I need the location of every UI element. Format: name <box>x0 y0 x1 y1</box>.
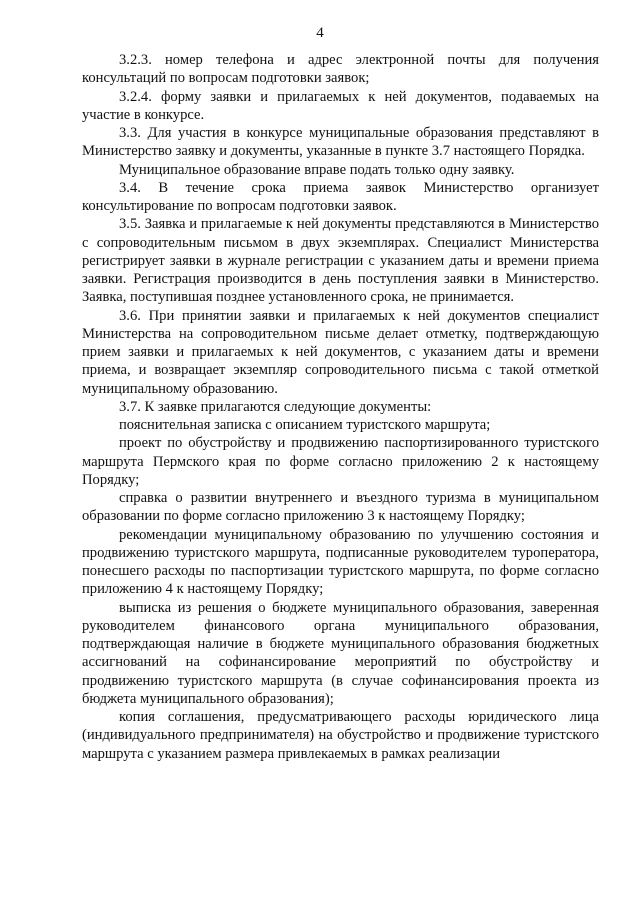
list-item-recommendations: рекомендации муниципальному образованию по улучшению состояния и продвижению туристского маршрута, подписанные руководителем туроператора, понесшего расходы по паспортизации туристского маршрута, по форме согласно приложению 4 к настоящему Порядку; <box>82 526 599 598</box>
list-item-project: проект по обустройству и продвижению паспортизированного туристского маршрута Пермского края по форме согласно приложению 2 к настоящему Порядку; <box>82 435 599 488</box>
paragraph-3-5: 3.5. Заявка и прилагаемые к ней документы представляются в Министерство с сопроводительным письмом в двух экземплярах. Специалист Министерства регистрирует заявки в журнале регистрации с указанием даты и времени приема заявки. Регистрация производится в день поступления заявки в Министерство. Заявка, поступившая позднее установленного срока, не принимается. <box>82 216 599 306</box>
list-item-budget-extract: выписка из решения о бюджете муниципального образования, заверенная руководителем финансового органа муниципального образования, подтверждающая наличие в бюджете муниципального образования бюджетных ассигнований на софинансирование мероприятий по обустройству и продвижению туристского маршрута (в случае софинансирования проекта из бюджета муниципального образования); <box>82 599 599 707</box>
paragraph-3-2-3: 3.2.3. номер телефона и адрес электронной почты для получения консультаций по вопросам подготовки заявок; <box>82 52 599 87</box>
paragraph-3-2-4: 3.2.4. форму заявки и прилагаемых к ней документов, подаваемых на участие в конкурсе. <box>82 88 599 123</box>
paragraph-3-6: 3.6. При принятии заявки и прилагаемых к ней документов специалист Министерства на сопроводительном письме делает отметку, подтверждающую прием заявки и прилагаемых к ней документов, с указанием даты и времени приема, и возвращает экземпляр сопроводительного письма с такой отметкой муниципальному образованию. <box>82 307 599 397</box>
paragraph-3-3: 3.3. Для участия в конкурсе муниципальные образования представляют в Министерство заявку и документы, указанные в пункте 3.7 настоящего Порядка. <box>82 125 599 160</box>
paragraph-3-4: 3.4. В течение срока приема заявок Министерство организует консультирование по вопросам подготовки заявок. <box>82 179 599 214</box>
list-item-explanatory-note: пояснительная записка с описанием туристского маршрута; <box>119 417 491 433</box>
paragraph-one-application: Муниципальное образование вправе подать только одну заявку. <box>119 161 515 178</box>
page-number: 4 <box>316 25 324 41</box>
list-item-tourism-certificate: справка о развитии внутреннего и въездного туризма в муниципальном образовании по форме согласно приложению 3 к настоящему Порядку; <box>82 490 599 525</box>
list-item-agreement-copy: копия соглашения, предусматривающего расходы юридического лица (индивидуального предпринимателя) на обустройство и продвижение туристского маршрута с указанием размера привлекаемых в рамках реализации <box>82 709 599 762</box>
document-body <box>82 51 599 763</box>
paragraph-3-7: 3.7. К заявке прилагаются следующие документы: <box>119 398 432 415</box>
